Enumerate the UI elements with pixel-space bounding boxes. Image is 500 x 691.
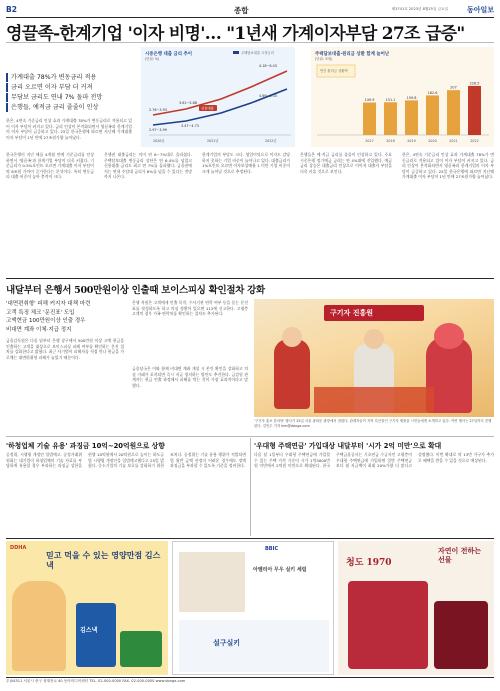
ad-title: 믿고 먹을 수 있는 영양만점 김스낵 <box>46 551 161 570</box>
x-tick-label: 2020 <box>428 139 437 143</box>
subhead-line: 비대면 계좌 이체·지급 정지 <box>6 326 72 333</box>
subhead-line: 가계대출 78%가 변동금리 적용 <box>6 73 132 82</box>
subhead-line: 고액현금 100만원이상 인출 경우 <box>6 318 86 324</box>
ad-title: 자연이 전하는 선물 <box>438 547 482 564</box>
event-photo <box>254 299 494 417</box>
article-column: 은행권 대출금리는 이미 연 6~7%대로 올라섰다. 주택담보대출 변동금리 상단은 연 6.4%를 넘었고 신용대출 금리도 최고 연 7%를 돌파했다. 금융권에서는 연내 주담대 금리가 8%를 넘을 수 있다는 전망까지 나온다. <box>104 152 192 180</box>
bar-value-label: 159.8 <box>406 95 417 100</box>
bar <box>384 102 397 135</box>
photo-caption <box>254 419 494 429</box>
chart-title: 주택담보대출·원리금 상환 합계 늘어난 <box>315 52 390 57</box>
bar <box>468 86 481 135</box>
chart-unit: (단위: 조원) <box>315 57 333 61</box>
section-headline: '하청업체 기술 유용' 과징금 10억~20억원으로 상향 <box>6 442 165 450</box>
data-label: 3.61~5.88 <box>179 101 197 105</box>
banner-text: 구기자 진흥원 <box>330 309 374 317</box>
x-tick-label: 2021년 <box>207 139 219 143</box>
person-head <box>282 327 302 347</box>
product-name: 김스낵 <box>80 627 98 634</box>
x-tick-label: 2018 <box>386 139 395 143</box>
bar <box>405 100 418 135</box>
bar <box>363 103 376 135</box>
x-tick-label: 2022 <box>470 139 479 143</box>
loan-rate-chart <box>141 47 295 147</box>
data-label: 2.76~3.93 <box>149 108 167 112</box>
intro-text: 한은, 4연속 기준금리 인상 효과 가계대출 78%가 변동금리로 적용되고 있어 이자 부담이 커지고 있다. 금리 인상이 본격화되면서 영끌족과 한계기업의 이자 부담이 급증하고 있다. 25일 한국은행에 따르면 지난해 가계대출 이자 부담이 1년 만에 27조원가량 늘어났다. <box>6 118 132 140</box>
person-head <box>364 329 384 349</box>
subhead-line: 무담보 금리도 연내 7% 돌파 전망 <box>6 93 132 102</box>
ad-title: 아멜리아 무우 실키 세럼 <box>253 567 307 573</box>
data-label: 4.69~6.33 <box>259 94 277 98</box>
person-figure <box>274 339 310 409</box>
mascot-head <box>434 323 464 349</box>
caption-text: '구기자 홍보 한마당' 행사가 25일 서울 광화문 광장에서 열렸다. 관계자들이 지역 특산물인 구기자 제품을 시민들에게 소개하고 있다. 이번 행사는 27일까지 진행된다. <box>254 419 492 428</box>
main-headline: 영끌족-한계기업 '이자 비명'… "1년새 가계이자부담 27조 급증" <box>6 24 465 44</box>
headline-rule <box>6 42 494 43</box>
main-subheads <box>6 73 132 113</box>
header-rule <box>6 17 494 18</box>
ad-brand: 청도 1970 <box>346 558 392 568</box>
bar-value-label: 226.5 <box>469 81 480 86</box>
byline: 김민수 기자 kim@donga.com <box>262 423 310 428</box>
newspaper-logo: 동아일보 <box>466 5 494 14</box>
issue-info: 제3741호 2023년 8월25일 금요일 <box>391 7 448 11</box>
chart-unit: (단위: %) <box>145 57 160 61</box>
serum-ad <box>172 541 334 675</box>
x-tick-label: 2020년 <box>153 139 165 143</box>
article-body: 공정위, 시행령 개정안 입법예고. 공정거래위원회는 대기업이 하청업체의 기술 자료를 부당하게 유용할 경우 부과하는 과징금 상한을 현행 10억원에서 20억원으로 높이는 하도급법 시행령 개정안을 입법예고했다고 25일 밝혔다. 중소기업의 기술 보호를 강화하기 위한 조치다. 공정위는 기술 유용 행위가 적발되면 법 위반 금액 산정이 어려운 경우에도 정액 과징금을 부과할 수 있도록 기준을 정비한다. <box>6 452 246 469</box>
section-rule <box>6 436 494 437</box>
page-header <box>6 5 494 17</box>
product-table <box>314 387 434 413</box>
article-column: 한국은행이 지난 해를 4개월 만에 기준금리를 인상하면서 '영끌족'과 한계기업 부담이 더욱 커졌다. 기준금리가 0.5%포인트 오르면 가계대출 이자 부담이 약 6조원 가까이 증가한다는 분석이다. 특히 변동금리 대출 비중이 높아 충격이 크다. <box>6 152 94 180</box>
chart-background <box>311 47 494 147</box>
gift-ad <box>338 541 494 675</box>
snack-ad <box>6 541 168 675</box>
bar-value-label: 151.1 <box>385 97 396 102</box>
x-tick-label: 2017 <box>365 139 374 143</box>
footer-info: 우)04511 서울시 중구 청계천로 40 동아미디어센터 TEL. 02-000-0000 FAX. 02-000-0000 www.donga.com <box>6 679 186 683</box>
ad-brand: DDHA <box>10 545 27 551</box>
article-column: 은행들은 예·적금 금리를 줄줄이 인상하고 있다. 주요 시중은행 정기예금 금리는 연 4%대에 진입했다. 예금 금리 상승은 대출금리 인상으로 이어져 대출자 부담을 더욱 키울 것으로 보인다. <box>300 152 392 174</box>
bar-value-label: 149.9 <box>364 98 375 103</box>
section-subheads <box>6 300 130 334</box>
product-panel <box>179 620 329 672</box>
data-label: 3.47~4.73 <box>181 124 199 128</box>
repayment-chart <box>311 47 494 147</box>
article-column: 금융당국은 이와 함께 비대면 계좌 개설 시 본인 확인을 강화하고 의심 거래가 포착되면 즉시 지급 정지하는 방안도 추진한다. 금감원 관계자는 현금 인출 과정에서 피해를 막는 것이 가장 효과적이라고 말했다. <box>132 366 248 388</box>
ad-rule <box>6 538 494 539</box>
section-headline: 내달부터 은행서 500만원이상 인출때 보이스피싱 확인절차 강화 <box>6 285 265 296</box>
subhead-line: 금리 오르면 이자 부담 더 커져 <box>6 83 132 92</box>
section-headline: '우대형 주택연금' 가입대상 내달부터 '시가 2억 미만'으로 확대 <box>254 442 442 450</box>
bar <box>447 90 460 135</box>
bar-value-label: 182.6 <box>427 90 438 95</box>
article-column: 한은, 4연속 기준금리 인상 효과 가계대출 78%가 변동금리로 적용되고 있어 이자 부담이 커지고 있다. 금리 인상이 본격화되면서 영끌족과 한계기업의 이자 부담이 급증하고 있다. 25일 한국은행에 따르면 지난해 가계대출 이자 부담이 1년 만에 27조원가량 늘어났다. <box>402 152 494 180</box>
product-box <box>120 631 162 667</box>
subhead-line: 은행들, 예적금 금리 줄줄이 인상 <box>6 103 132 112</box>
page-number: B2 <box>6 5 17 14</box>
x-tick-label: 2019 <box>407 139 416 143</box>
x-tick-label: 2022년 <box>265 139 277 143</box>
bar-value-label: 207 <box>450 85 457 90</box>
chart-title: 시중은행 대출 금리 추이 <box>145 52 193 57</box>
child-figure <box>12 581 66 671</box>
section-title: 종합 <box>234 6 249 15</box>
legend-label: 연간 원리금 상환액 <box>320 69 348 73</box>
article-column: 금융감독원은 다음 달부터 은행 창구에서 500만원 이상 고액 현금을 인출하는 고객을 대상으로 보이스피싱 피해 여부를 확인하는 문진 절차를 강화한다고 밝혔다. 최근 사기범이 피해자를 직접 만나 현금을 가로채는 대면편취형 피해가 늘었기 때문이다. <box>6 338 124 360</box>
product-name: 설구실키 <box>213 639 241 647</box>
column-divider <box>250 438 251 536</box>
series-tag-label: 신용대출 <box>201 106 214 111</box>
article-column: 한계기업의 부담도 크다. 영업이익으로 이자도 감당하지 못하는 기업 비중이 늘어나고 있다. 대출금리가 1%포인트 오르면 이자보상배율 1 미만 기업 비중이 크게 늘어날 것으로 추정된다. <box>202 152 290 174</box>
advertisement-area <box>6 541 494 675</box>
product-image <box>179 552 245 612</box>
subhead-line: '대면편취형' 피해 커지자 대책 마련 <box>6 301 91 307</box>
bar <box>426 95 439 135</box>
gift-box <box>434 601 488 669</box>
product-box <box>76 603 116 667</box>
gift-box <box>348 581 428 669</box>
legend-swatch <box>233 51 239 54</box>
x-tick-label: 2021 <box>449 139 458 143</box>
data-label: 2.97~3.99 <box>149 128 167 132</box>
subhead-line: 고객 특징 체크 '문진표' 도입 <box>6 309 75 316</box>
ad-brand: BBIC <box>265 546 279 552</box>
section-rule <box>6 278 494 279</box>
legend-label: 주택담보대출 고정금리 <box>241 51 274 55</box>
data-label: 4.18~6.43 <box>259 64 277 68</box>
footer-rule <box>6 677 494 678</box>
article-body: 다음 달 1일부터 우대형 주택연금에 가입할 수 있는 주택 가격 기준이 시가 1억5000만원 미만에서 2억원 미만으로 확대된다. 한국주택금융공사는 기초연금 수급자인 고령층이 우대형 주택연금에 가입하면 일반 주택연금보다 월 지급액이 최대 20%가량 더 많다고 설명했다. 이번 확대로 약 13만 가구가 추가로 혜택을 받을 수 있을 것으로 예상된다. <box>254 452 494 469</box>
article-column: 은행 직원은 고객에게 인출 목적, 수사기관 연락 여부 등을 묻는 문진표를 작성하도록 하고 의심 정황이 있으면 112에 신고한다. 고령층 고객의 경우 가족 연락처를 확인하는 절차도 추가된다. <box>132 300 248 317</box>
